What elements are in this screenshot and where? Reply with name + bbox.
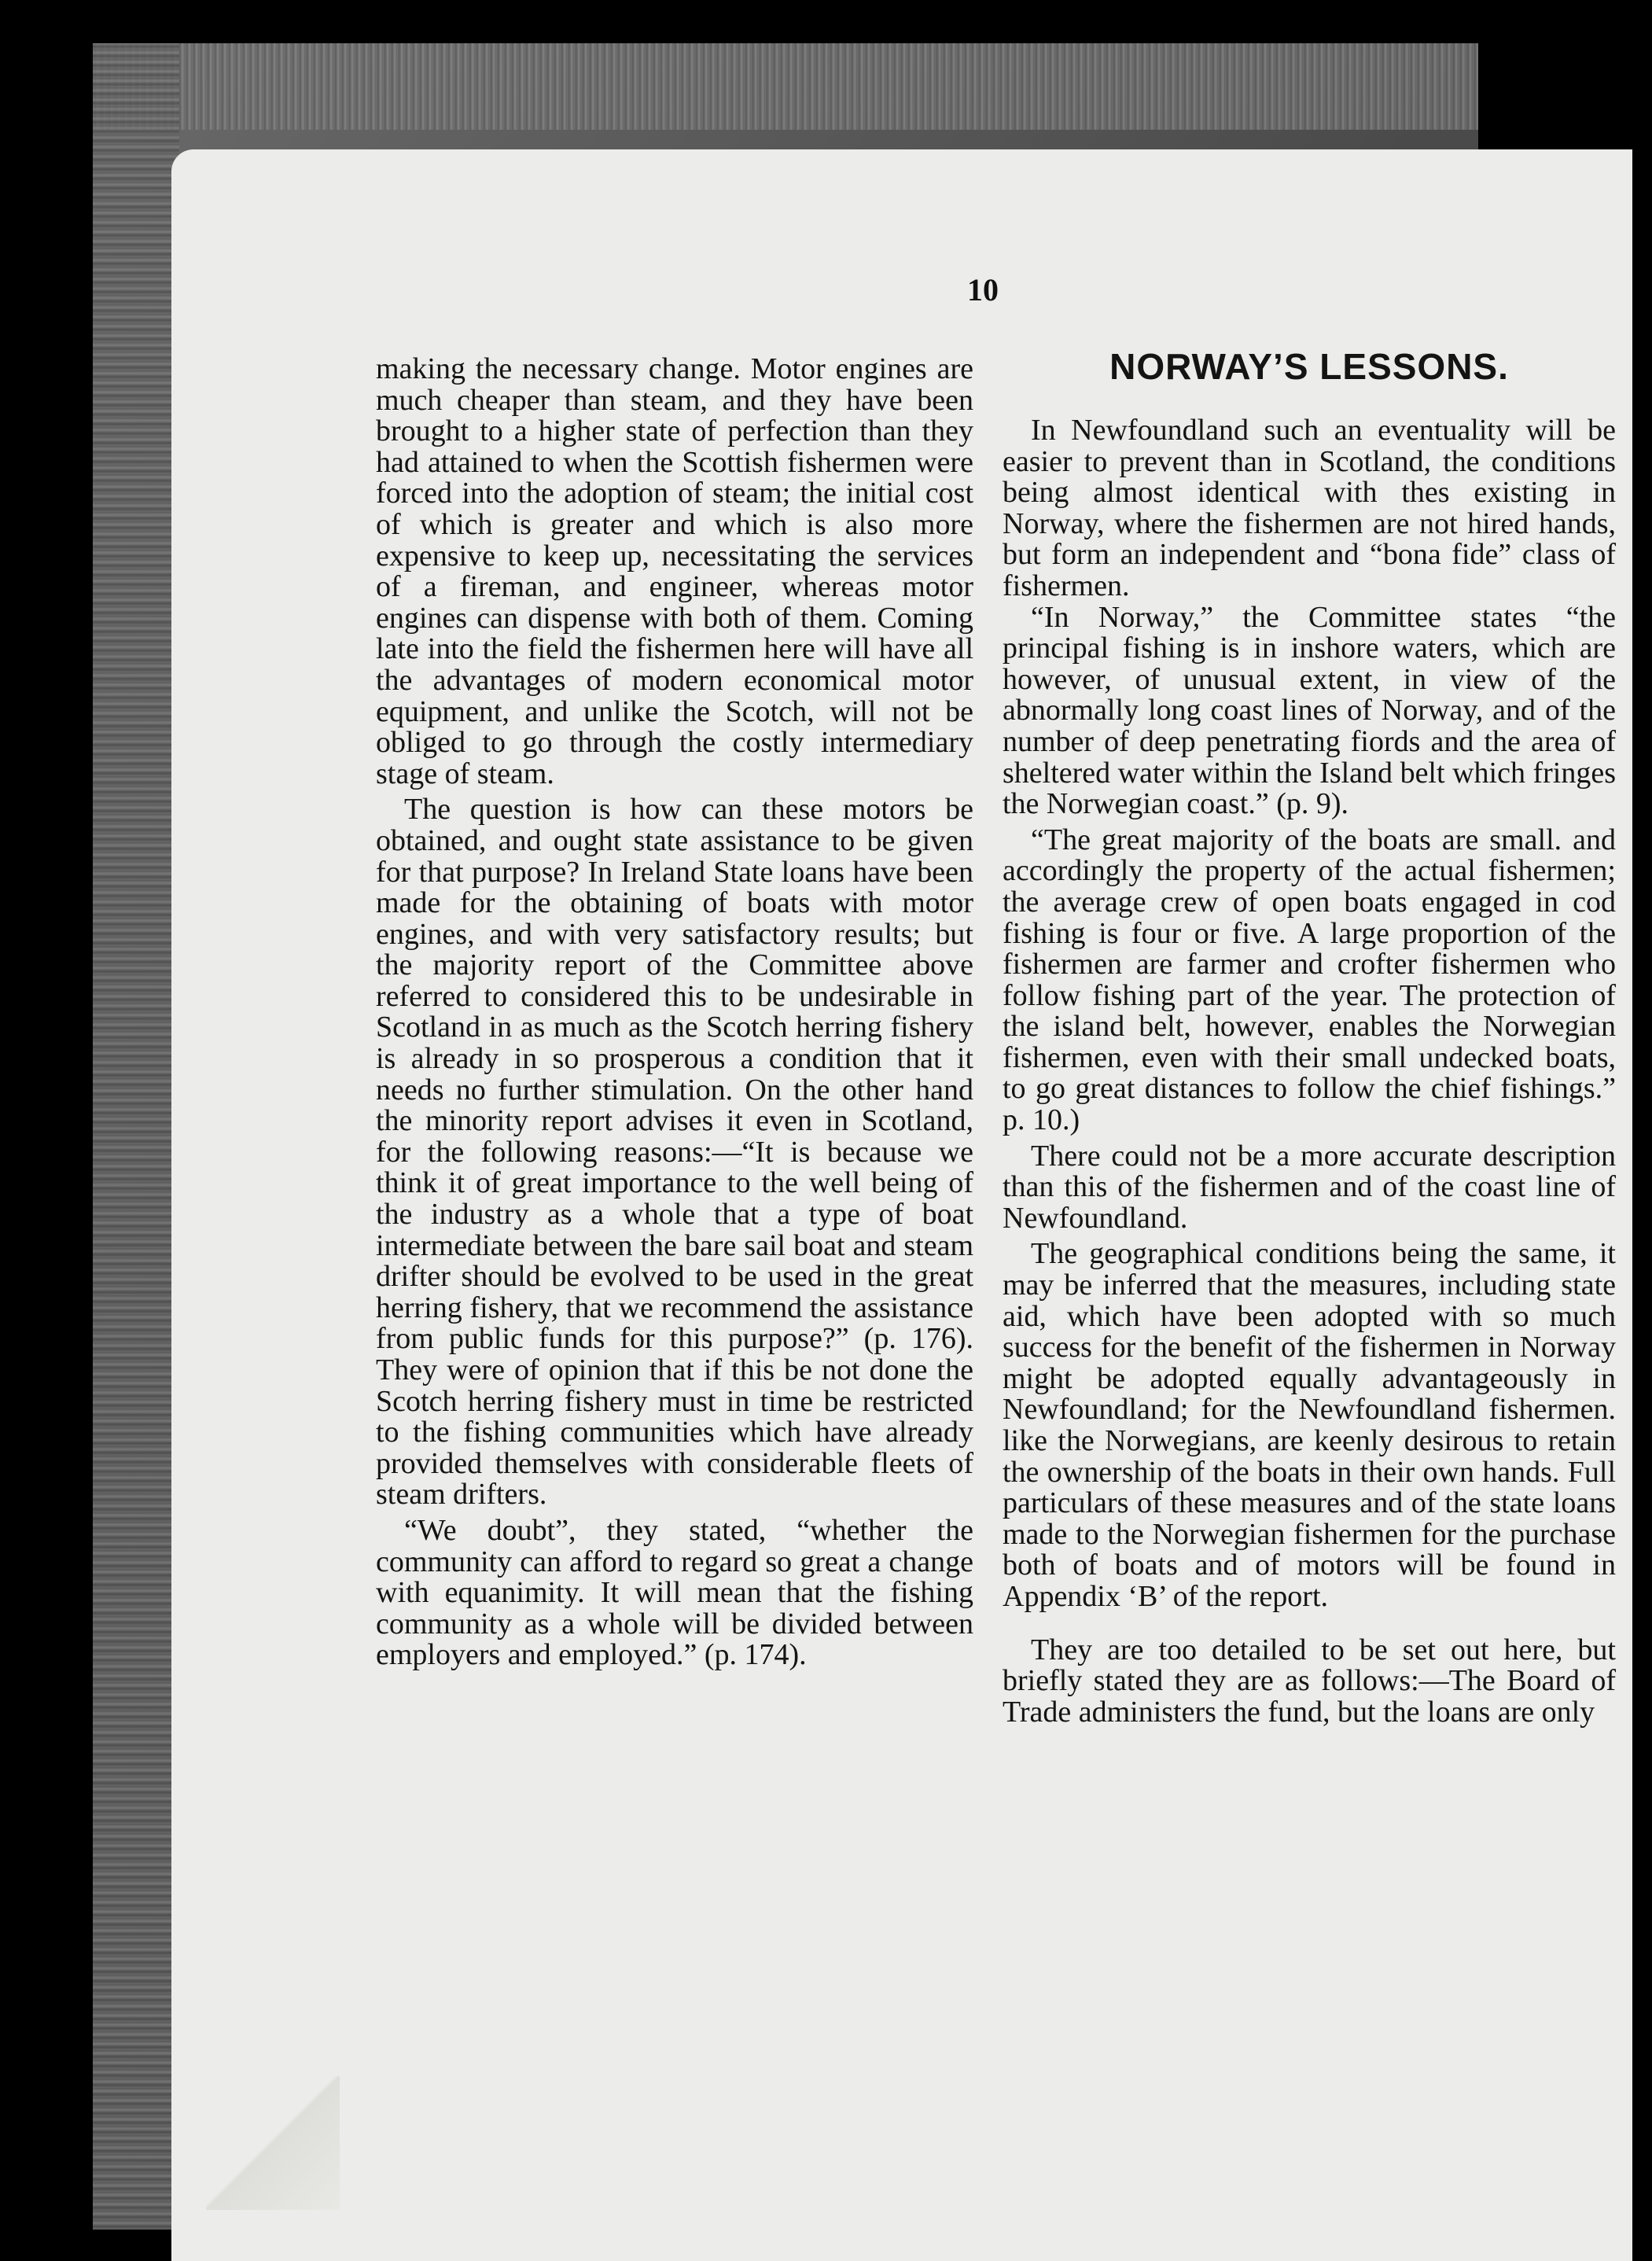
left-paragraph-3: “We doubt”, they stated, “whether the community can afford to regard so great a change with equanimity. It will mean that the fishing community as a whole will be divided between employers and employed.” (p. 174). xyxy=(376,1513,973,1672)
page-corner-fold xyxy=(206,2076,340,2210)
scan-edge-top xyxy=(93,43,1478,130)
section-heading: NORWAY’S LESSONS. xyxy=(1109,346,1509,387)
scan-edge-left xyxy=(93,43,179,2230)
right-paragraph-1: In Newfoundland such an eventuality will be easier to prevent than in Scotland, the conditions being almost identical with thes existing in Norway, where the fishermen are not hired hands, but form an independent and “bona fide” class of fishermen. xyxy=(1003,414,1616,602)
right-paragraph-5: The geographical conditions being the same, it may be inferred that the measures, including state aid, which have been adopted with so much success for the benefit of the fishermen in Norway might be adopted equally advantageously in Newfoundland; for the Newfoundland fishermen. like the Norwegians, are keenly desirous to retain the ownership of the boats in their own hands. Full particulars of these measures and of the state loans made to the Norwegian fishermen for the purchase both of boats and of motors will be found in Appendix ‘B’ of the report. xyxy=(1003,1237,1616,1613)
page-number: 10 xyxy=(967,272,999,307)
right-paragraph-6: They are too detailed to be set out here, but briefly stated they are as follows:—The Board of Trade administers the fund, but the loans are only xyxy=(1003,1633,1616,1729)
right-paragraph-4: There could not be a more accurate description than this of the fishermen and of the coast line of Newfoundland. xyxy=(1003,1139,1616,1235)
right-column xyxy=(1003,346,1616,1728)
left-column xyxy=(376,354,973,1671)
right-paragraph-2: “In Norway,” the Committee states “the principal fishing is in inshore waters, which are however, of unusual extent, in view of the abnormally long coast lines of Norway, and of the number of deep penetrating fiords and the area of sheltered water within the Island belt which fringes the Norwegian coast.” (p. 9). xyxy=(1003,600,1616,821)
right-paragraph-3: “The great majority of the boats are small. and accordingly the property of the actual fishermen; the average crew of open boats engaged in cod fishing is four or five. A large proportion of the fishermen are farmer and crofter fishermen who follow fishing part of the year. The protection of the island belt, however, enables the Norwegian fishermen, even with their small undecked boats, to go great distances to follow the chief fishings.” p. 10.) xyxy=(1003,823,1616,1137)
left-paragraph-1: making the necessary change. Motor engines are much cheaper than steam, and they have been brought to a higher state of perfection than they had attained to when the Scottish fishermen were forced into the adoption of steam; the initial cost of which is greater and which is also more expensive to keep up, necessitating the services of a fireman, and engineer, whereas motor engines can dispense with both of them. Coming late into the field the fishermen here will have all the advantages of modern economical motor equipment, and unlike the Scotch, will not be obliged to go through the costly intermediary stage of steam. xyxy=(376,352,973,790)
left-paragraph-2: The question is how can these motors be obtained, and ought state assistance to be given for that purpose? In Ireland State loans have been made for the obtaining of boats with motor engines, and with very satisfactory results; but the majority report of the Committee above referred to considered this to be undesirable in Scotland in as much as the Scotch herring fishery is already in so prosperous a condition that it needs no further stimulation. On the other hand the minority report advises it even in Scotland, for the following reasons:—“It is because we think it of great importance to the well being of the industry as a whole that a type of boat intermediate between the bare sail boat and steam drifter should be evolved to be used in the great herring fishery, that we recommend the assistance from public funds for this purpose?” (p. 176). They were of opinion that if this be not done the Scotch herring fishery must in time be restricted to the fishing communities which have already provided themselves with considerable fleets of steam drifters. xyxy=(376,793,973,1512)
